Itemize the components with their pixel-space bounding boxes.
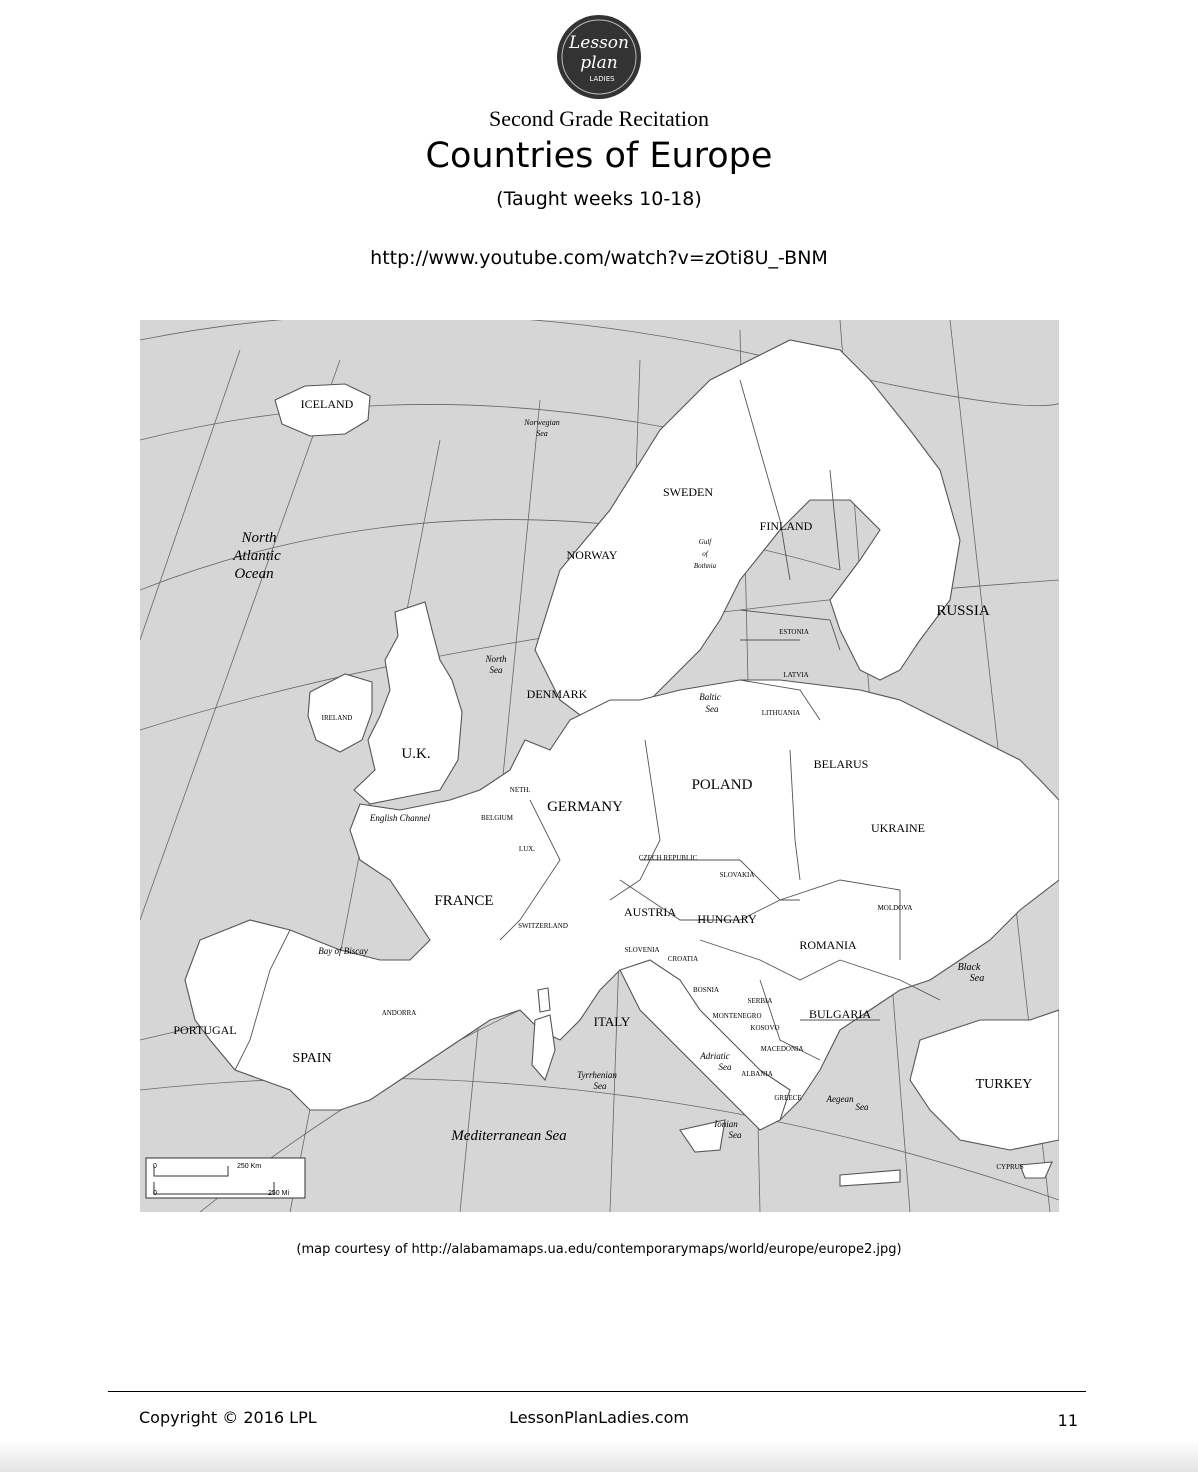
- label-cyprus: CYPRUS: [996, 1163, 1024, 1171]
- label-macedonia: MACEDONIA: [760, 1045, 804, 1053]
- label-russia: RUSSIA: [936, 603, 990, 619]
- label-germany: GERMANY: [547, 799, 623, 815]
- logo-word-lesson: Lesson: [569, 33, 629, 53]
- label-poland: POLAND: [691, 777, 753, 793]
- label-english-channel: English Channel: [369, 813, 431, 823]
- label-kosovo: KOSOVO: [750, 1024, 780, 1032]
- label-adriatic-sea-1: Adriatic: [700, 1051, 730, 1061]
- map-scale-bar: [146, 1158, 305, 1198]
- logo-word-ladies: LADIES: [589, 75, 615, 83]
- label-turkey: TURKEY: [975, 1077, 1033, 1092]
- map-credit: (map courtesy of http://alabamamaps.ua.edu/contemporarymaps/world/europe/europe2.jpg): [296, 1242, 902, 1257]
- label-slovenia: SLOVENIA: [624, 946, 660, 954]
- label-aegean-sea-1: Aegean: [826, 1094, 854, 1104]
- label-albania: ALBANIA: [741, 1070, 773, 1078]
- label-north-sea-2: Sea: [489, 665, 503, 675]
- scale-zero-km: 0: [153, 1163, 157, 1170]
- label-north-atlantic-3: Ocean: [234, 566, 274, 582]
- document-title: Countries of Europe: [425, 136, 773, 176]
- label-norwegian-sea-1: Norwegian: [524, 418, 560, 427]
- label-tyrrhenian-sea-1: Tyrrhenian: [577, 1070, 617, 1080]
- label-greece: GREECE: [774, 1094, 802, 1102]
- label-denmark: DENMARK: [526, 687, 588, 701]
- label-moldova: MOLDOVA: [877, 904, 913, 912]
- label-switzerland: SWITZERLAND: [518, 922, 568, 930]
- label-lux: LUX.: [518, 845, 536, 853]
- label-neth: NETH.: [509, 786, 531, 794]
- logo-word-plan: plan: [580, 53, 618, 73]
- label-italy: ITALY: [593, 1014, 631, 1029]
- lesson-plan-ladies-logo: [556, 14, 642, 100]
- label-gulf-3: Bothnia: [693, 562, 717, 570]
- scale-250-km: 250 Km: [237, 1163, 262, 1170]
- label-croatia: CROATIA: [667, 955, 699, 963]
- label-czech-republic: CZECH REPUBLIC: [638, 854, 698, 862]
- taught-weeks-note: (Taught weeks 10-18): [496, 188, 702, 210]
- label-bulgaria: BULGARIA: [809, 1007, 871, 1021]
- europe-map: [140, 320, 1059, 1212]
- label-black-sea-2: Sea: [969, 973, 985, 984]
- label-slovakia: SLOVAKIA: [719, 871, 755, 879]
- label-belgium: BELGIUM: [481, 814, 513, 822]
- label-baltic-sea-2: Sea: [705, 704, 719, 714]
- label-gulf-2: of: [702, 550, 708, 558]
- label-north-atlantic-1: North: [241, 530, 277, 546]
- label-serbia: SERBIA: [747, 997, 773, 1005]
- label-mediterranean-sea: Mediterranean Sea: [451, 1128, 567, 1144]
- label-iceland: ICELAND: [300, 397, 354, 411]
- label-gulf-1: Gulf: [698, 538, 712, 546]
- label-austria: AUSTRIA: [623, 905, 677, 919]
- label-lithuania: LITHUANIA: [761, 709, 801, 717]
- label-ionian-sea-1: Ionian: [714, 1119, 738, 1129]
- scale-250-mi: 250 Mi: [268, 1190, 290, 1197]
- document-subtitle: Second Grade Recitation: [489, 106, 709, 131]
- label-ukraine: UKRAINE: [871, 821, 925, 835]
- label-bosnia: BOSNIA: [692, 986, 720, 994]
- label-france: FRANCE: [434, 893, 494, 909]
- label-uk: U.K.: [401, 746, 431, 762]
- label-spain: SPAIN: [292, 1051, 332, 1066]
- scale-zero-mi: 0: [153, 1190, 157, 1197]
- label-finland: FINLAND: [759, 519, 813, 533]
- footer-copyright: Copyright © 2016 LPL: [139, 1408, 317, 1427]
- label-tyrrhenian-sea-2: Sea: [593, 1081, 607, 1091]
- page-number: 11: [1057, 1411, 1078, 1430]
- footer-site-name: LessonPlanLadies.com: [509, 1408, 689, 1427]
- label-norwegian-sea-2: Sea: [536, 429, 548, 438]
- label-ireland: IRELAND: [321, 714, 353, 722]
- label-north-atlantic-2: Atlantic: [233, 548, 281, 564]
- page-bottom-shade: [0, 1440, 1198, 1472]
- label-latvia: LATVIA: [783, 671, 809, 679]
- label-ionian-sea-2: Sea: [728, 1130, 742, 1140]
- label-hungary: HUNGARY: [697, 912, 757, 926]
- label-baltic-sea-1: Baltic: [699, 692, 721, 702]
- label-belarus: BELARUS: [813, 757, 869, 771]
- label-andorra: ANDORRA: [381, 1009, 417, 1017]
- label-portugal: PORTUGAL: [173, 1023, 237, 1037]
- label-black-sea-1: Black: [957, 962, 981, 973]
- label-montenegro: MONTENEGRO: [712, 1012, 762, 1020]
- label-aegean-sea-2: Sea: [855, 1102, 869, 1112]
- label-romania: ROMANIA: [799, 938, 857, 952]
- label-sweden: SWEDEN: [663, 485, 713, 499]
- label-north-sea-1: North: [485, 654, 507, 664]
- youtube-video-link[interactable]: http://www.youtube.com/watch?v=zOti8U_-BNM: [370, 247, 828, 269]
- label-bay-of-biscay: Bay of Biscay: [318, 946, 368, 956]
- label-estonia: ESTONIA: [779, 628, 809, 636]
- label-norway: NORWAY: [566, 548, 618, 562]
- footer-divider: [108, 1391, 1086, 1392]
- label-adriatic-sea-2: Sea: [718, 1062, 732, 1072]
